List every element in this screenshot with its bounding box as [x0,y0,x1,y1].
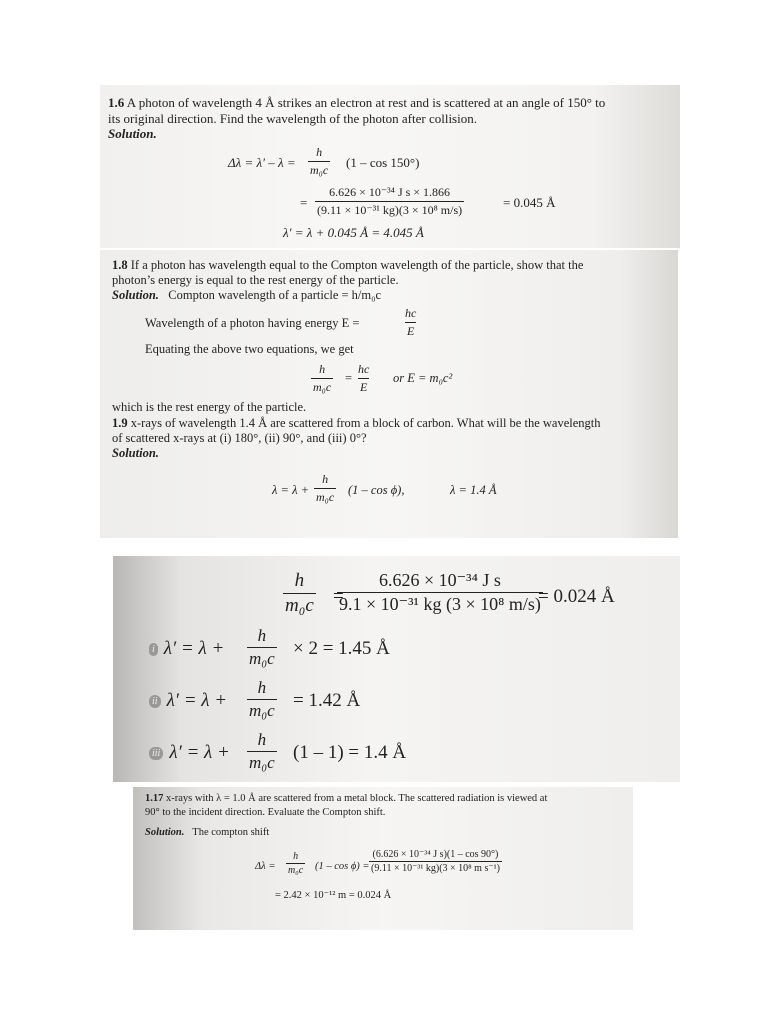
problem-1-17-line1 [145,793,547,804]
fraction-h-m0c: $\frac{h}{\text{m₀c}}$ [310,145,329,177]
question-text-cont: of scattered x-rays at (i) 180°, (ii) 90°, and (iii) 0°? [112,431,367,445]
question-text-cont: 90° to the incident direction. Evaluate the Compton shift. [145,807,386,818]
case-iii-result: (1 – 1) = 1.4 Å [293,742,407,763]
question-text-cont: photon’s energy is equal to the rest energy of the particle. [112,273,399,287]
scan-problem-1-17 [133,787,633,930]
problem-number: 1.6 [108,95,125,110]
case-ii-result: = 1.42 Å [293,690,361,711]
fraction-h-m0c: $\frac{h}{\text{m₀c}}$ [288,851,304,876]
solution-label: Solution. [112,288,159,302]
solution-line [145,827,269,838]
solution-label: Solution. [145,827,185,838]
case-iii-lhs: iii λ′ = λ + [149,742,230,764]
fraction-h-m0c: $\frac{h}{\text{m₀c}}$ [249,678,275,720]
equation-lhs: Δλ = λ′ – λ = [228,155,296,170]
scan-problem-1-8-1-9 [100,250,678,538]
problem-number: 1.17 [145,793,164,804]
equation-lhs: λ = λ + [272,483,310,497]
case-i-tag: i [149,643,158,656]
wavelength-text: Wavelength of a photon having energy E = [145,316,360,330]
equation-lhs: Δλ = [255,861,276,872]
fraction-h-m0c: $\frac{h}{\text{m₀c}}$ [249,730,275,772]
problem-number: 1.8 [112,258,128,272]
rest-energy-equation: or E = m₀c² [393,371,453,385]
question-text: x-rays of wavelength 1.4 Å are scattered from a block of carbon. What will be the wavelength [130,416,601,430]
equals-sign: = [333,586,344,607]
scan-enlarged-solution [113,556,680,782]
fraction-h-m0c: $\frac{h}{\text{m₀c}}$ [285,570,314,616]
rest-energy-text: which is the rest energy of the particle. [112,400,307,414]
equating-text: Equating the above two equations, we get [145,342,354,356]
solution-text: The compton shift [192,827,270,838]
question-text: x-rays with λ = 1.0 Å are scattered from a metal block. The scattered radiation is viewed at [166,793,548,804]
problem-1-8-line1 [112,258,583,273]
solution-line [112,288,381,303]
case-ii-lhs: ii λ′ = λ + [149,690,227,712]
equation-mid: (1 – cos ϕ) = [315,861,370,872]
case-i-result: × 2 = 1.45 Å [293,638,390,659]
problem-1-9-line1 [112,416,600,431]
compton-shift-result: = 2.42 × 10⁻¹² m = 0.024 Å [275,890,392,901]
case-i-lhs: i λ′ = λ + [149,638,224,660]
solution-label: Solution. [108,126,157,141]
equation-result: = 0.024 Å [538,586,615,607]
scan-problem-1-6 [100,85,680,248]
fraction-h-m0c: $\frac{h}{\text{m₀c}}$ [249,626,275,668]
fraction-hc-E: $\frac{hc}{E}$ [358,362,370,394]
question-text: A photon of wavelength 4 Å strikes an electron at rest and is scattered at an angle of 150° to [126,95,606,110]
final-wavelength: λ′ = λ + 0.045 Å = 4.045 Å [283,225,424,240]
fraction-h-m0c: $\frac{h}{\text{m₀c}}$ [316,472,335,504]
case-iii-tag: iii [149,747,163,760]
fraction-h-m0c: $\frac{h}{\text{m₀c}}$ [313,362,332,394]
question-text-cont: its original direction. Find the wavelength of the photon after collision. [108,111,477,126]
fraction-numeric: $\frac{\text{6.626 × 10⁻³⁴ J s × 1.866}}{\text{(9.11 × 10⁻³¹ kg)(3 × 10⁸ m/s)}}$ [317,185,463,217]
equation-rhs: (1 – cos ϕ), [348,483,405,497]
case-ii-tag: ii [149,695,161,708]
problem-number: 1.9 [112,416,128,430]
fraction-numeric: $\frac{\text{(6.626 × 10⁻³⁴ J s)(1 – cos 90°)}}{\text{(9.11 × 10⁻³¹ kg)(3 × 10⁸ m s⁻¹)}}$ [371,849,500,874]
problem-1-6-line1 [108,95,605,111]
equation-result: = 0.045 Å [503,195,556,210]
equation-rhs: (1 – cos 150°) [346,155,420,170]
solution-label: Solution. [112,446,159,460]
question-text: If a photon has wavelength equal to the Compton wavelength of the particle, show that the [130,258,584,272]
equals-sign: = [345,371,353,385]
fraction-hc-E: $\frac{hc}{E}$ [405,306,417,338]
solution-text: Compton wavelength of a particle = h/m₀c [168,288,382,302]
equals-sign: = [300,195,308,210]
initial-wavelength: λ = 1.4 Å [450,483,497,497]
fraction-numeric: $\frac{\text{6.626 × 10⁻³⁴ J s}}{\text{9.1 × 10⁻³¹ kg (3 × 10⁸ m/s)}}$ [339,570,541,614]
